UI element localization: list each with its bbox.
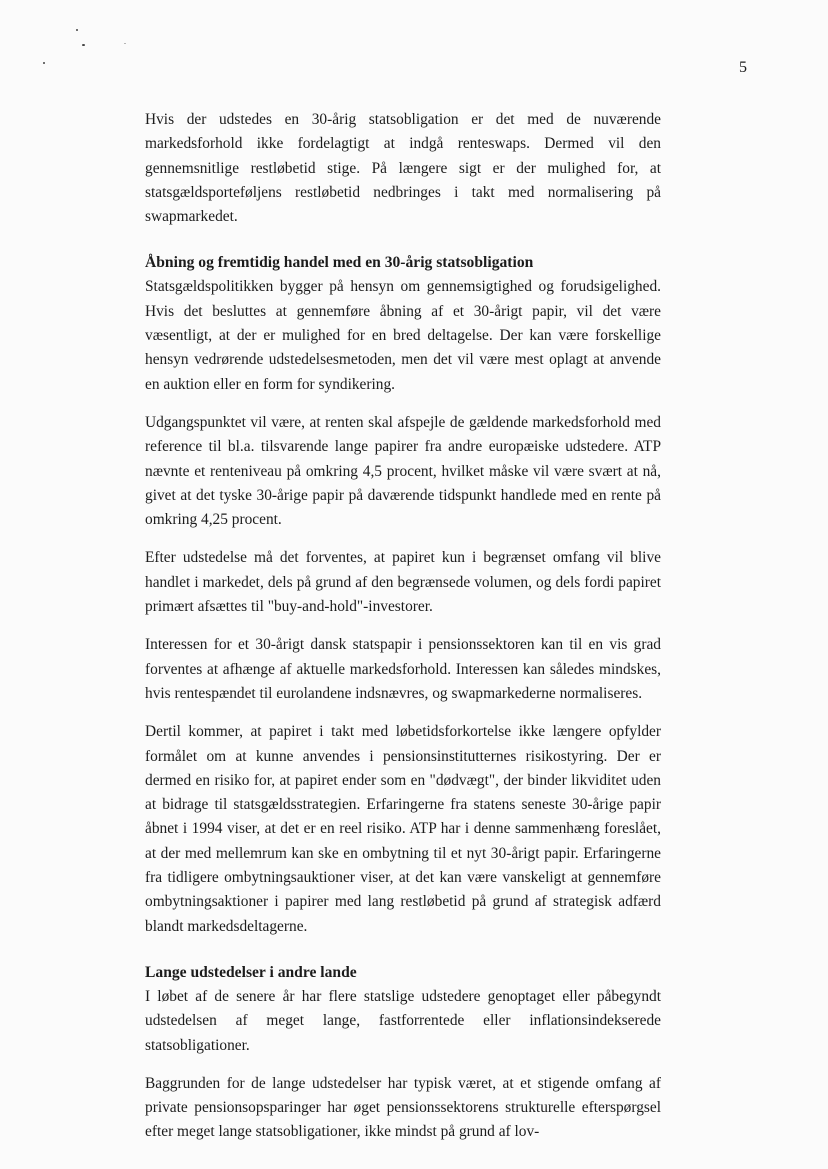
section-heading-opening: Åbning og fremtidig handel med en 30-årig statsobligation xyxy=(145,254,534,272)
document-body xyxy=(145,108,661,1159)
scan-speck xyxy=(76,29,78,31)
intro-paragraph: Hvis der udstedes en 30-årig statsobligation er det med de nuværende markedsforhold ikke fordelagtigt at indgå renteswaps. Dermed vil den gennemsnitlige restløbetid stige. På længere sigt er der mulighed for, at statsgældsporteføljens restløbetid nedbringes i takt med normalisering på swapmarkedet. xyxy=(145,111,661,226)
body-paragraph: Interessen for et 30-årigt dansk statspapir i pensionssektoren kan til en vis grad forventes at afhænge af aktuelle markedsforhold. Interessen kan således mindskes, hvis rentespændet til eurolandene indsnævres, og swapmarkederne normaliseres. xyxy=(145,636,661,702)
page-number: 5 xyxy=(739,59,747,76)
body-paragraph: Udgangspunktet vil være, at renten skal afspejle de gældende markedsforhold med reference til bl.a. tilsvarende lange papirer fra andre europæiske udstedere. ATP nævnte et renteniveau på omkring 4,5 procent, hvilket måske vil være svært at nå, givet at det tyske 30-årige papir på daværende tidspunkt handlede med en rente på omkring 4,25 procent. xyxy=(145,413,661,529)
body-paragraph: Baggrunden for de lange udstedelser har typisk været, at et stigende omfang af private pensionsopsparinger har øget pensionssektorens strukturelle efterspørgsel efter meget lange statsobligationer, ikke mindst på grund af lov- xyxy=(145,1074,661,1141)
scan-speck xyxy=(124,43,126,44)
section-heading-long-issues: Lange udstedelser i andre lande xyxy=(145,963,357,981)
scan-speck xyxy=(82,44,85,46)
body-paragraph: Statsgældspolitikken bygger på hensyn om gennemsigtighed og forudsigelighed. Hvis det besluttes at gennemføre åbning af et 30-årigt papir, vil det være væsentligt, at der er mulighed for en bred deltagelse. Der kan være forskellige hensyn vedrørende udstedelsesmetoden, men det vil være mest oplagt at anvende en auktion eller en form for syndikering. xyxy=(145,278,661,393)
body-paragraph: Dertil kommer, at papiret i takt med løbetidsforkortelse ikke længere opfylder formålet om at kunne anvendes i pensionsinstitutternes risikostyring. Der er dermed en risiko for, at papiret ender som en "dødvægt", der binder likviditet uden at bidrage til statsgældsstrategien. Erfaringerne fra statens seneste 30-årige papir åbnet i 1994 viser, at det er en reel risiko. ATP har i denne sammenhæng foreslået, at der med mellemrum kan ske en ombytning til et nyt 30-årigt papir. Erfaringerne fra tidligere ombytningsauktioner viser, at det kan være vanskeligt at gennemføre ombytningsaktioner i papirer med lang restløbetid på grund af strategisk adfærd blandt markedsdeltagerne. xyxy=(145,723,661,935)
body-paragraph: Efter udstedelse må det forventes, at papiret kun i begrænset omfang vil blive handlet i markedet, dels på grund af den begrænsede volumen, og dels fordi papiret primært afsættes til "buy-and-hold"-investorer. xyxy=(145,549,661,616)
scan-speck xyxy=(43,62,45,64)
body-paragraph: I løbet af de senere år har flere statslige udstedere genoptaget eller påbegyndt udstedelsen af meget lange, fastforrentede eller inflationsindekserede statsobligationer. xyxy=(145,987,661,1054)
